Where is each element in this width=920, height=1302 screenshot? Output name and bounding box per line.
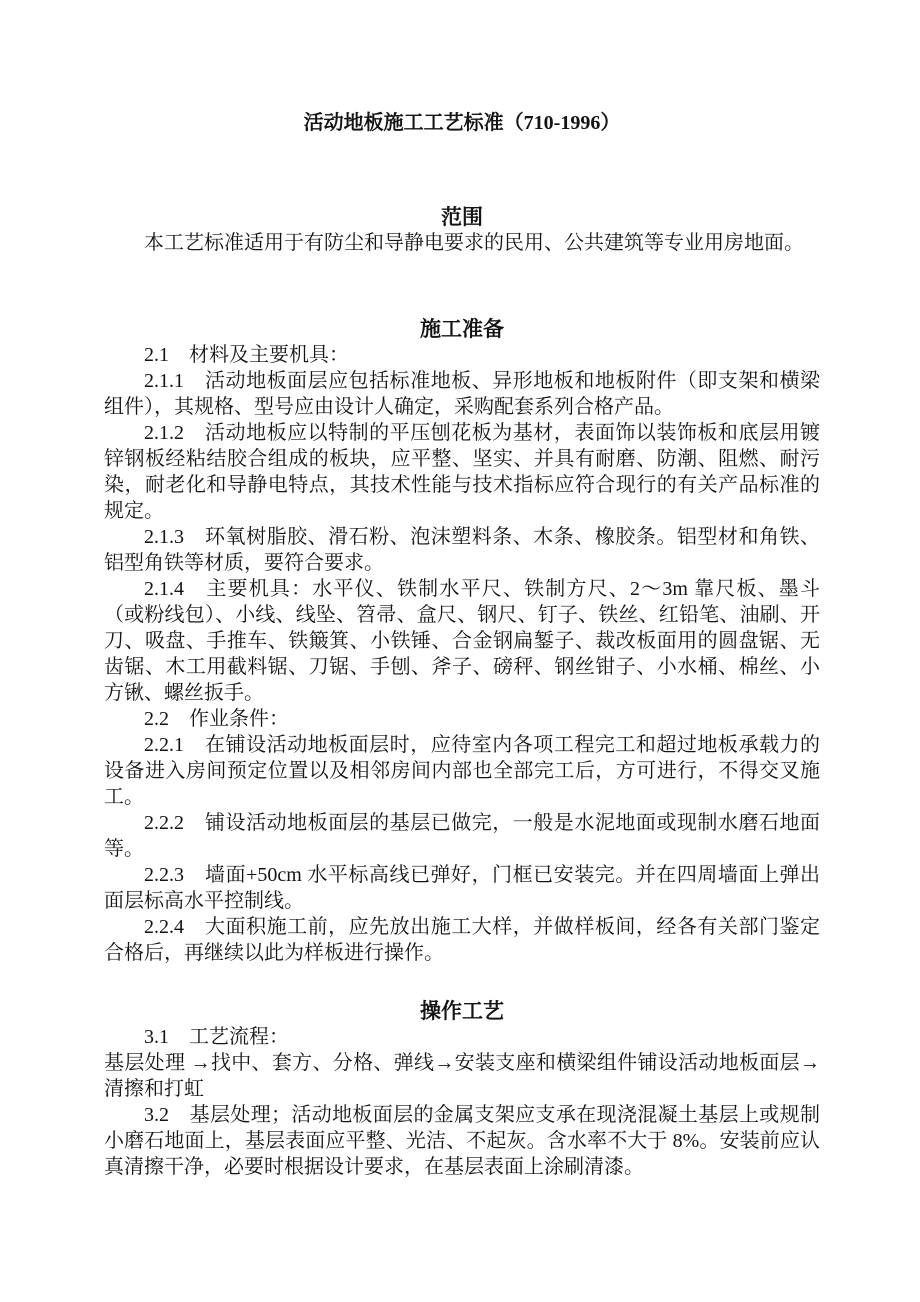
section-preparation	[104, 316, 820, 966]
section-operation	[104, 998, 820, 1180]
paragraph-2-2-1: 2.2.1 在铺设活动地板面层时，应待室内各项工程完工和超过地板承载力的设备进入房间预定位置以及相邻房间内部也全部完工后，方可进行，不得交叉施工。	[104, 734, 820, 808]
paragraph-2-1: 2.1 材料及主要机具：	[144, 344, 349, 366]
paragraph-2-2: 2.2 作业条件：	[144, 708, 289, 730]
section-scope	[104, 204, 820, 256]
section-heading-scope: 范围	[441, 205, 483, 229]
paragraph-3-1: 3.1 工艺流程：	[144, 1026, 289, 1048]
paragraph-2-2-4: 2.2.4 大面积施工前，应先放出施工大样，并做样板间，经各有关部门鉴定合格后，再继续以此为样板进行操作。	[104, 916, 820, 964]
document-title: 活动地板施工工艺标准（710-1996）	[303, 112, 621, 134]
paragraph-3-2: 3.2 基层处理；活动地板面层的金属支架应支承在现浇混凝土基层上或规制小磨石地面上，基层表面应平整、光洁、不起灰。含水率不大于 8%。安装前应认真清擦干净，必要时根据设计要求，在基层表面上涂刷清漆。	[104, 1104, 820, 1178]
section-heading-preparation: 施工准备	[420, 317, 504, 341]
section-heading-operation: 操作工艺	[420, 999, 504, 1023]
paragraph-2-2-2: 2.2.2 铺设活动地板面层的基层已做完，一般是水泥地面或现制水磨石地面等。	[104, 812, 820, 860]
paragraph-2-1-1: 2.1.1 活动地板面层应包括标准地板、异形地板和地板附件（即支架和横梁组件），其规格、型号应由设计人确定，采购配套系列合格产品。	[104, 370, 820, 418]
paragraph-process-flow: 基层处理 →找中、套方、分格、弹线→安装支座和横梁组件铺设活动地板面层→清擦和打虹	[104, 1052, 820, 1100]
paragraph-2-1-3: 2.1.3 环氧树脂胶、滑石粉、泡沫塑料条、木条、橡胶条。铝型材和角铁、铝型角铁等材质，要符合要求。	[104, 526, 820, 574]
paragraph-2-1-4: 2.1.4 主要机具：水平仪、铁制水平尺、铁制方尺、2～3m 靠尺板、墨斗（或粉线包）、小线、线坠、笤帚、盒尺、钢尺、钉子、铁丝、红铅笔、油刷、开刀、吸盘、手推车、铁簸箕、小铁锤、合金钢扁錾子、裁改板面用的圆盘锯、无齿锯、木工用截料锯、刀锯、手刨、斧子、磅秤、钢丝钳子、小水桶、棉丝、小方锹、螺丝扳手。	[104, 578, 820, 704]
paragraph-2-2-3: 2.2.3 墙面+50cm 水平标高线已弹好，门框已安装完。并在四周墙面上弹出面层标高水平控制线。	[104, 864, 820, 912]
paragraph-scope-intro: 本工艺标准适用于有防尘和导静电要求的民用、公共建筑等专业用房地面。	[144, 232, 804, 254]
paragraph-2-1-2: 2.1.2 活动地板应以特制的平压刨花板为基材，表面饰以装饰板和底层用镀锌钢板经粘结胶合组成的板块，应平整、坚实、并具有耐磨、防潮、阻燃、耐污染，耐老化和导静电特点，其技术性能与技术指标应符合现行的有关产品标准的规定。	[104, 422, 820, 522]
